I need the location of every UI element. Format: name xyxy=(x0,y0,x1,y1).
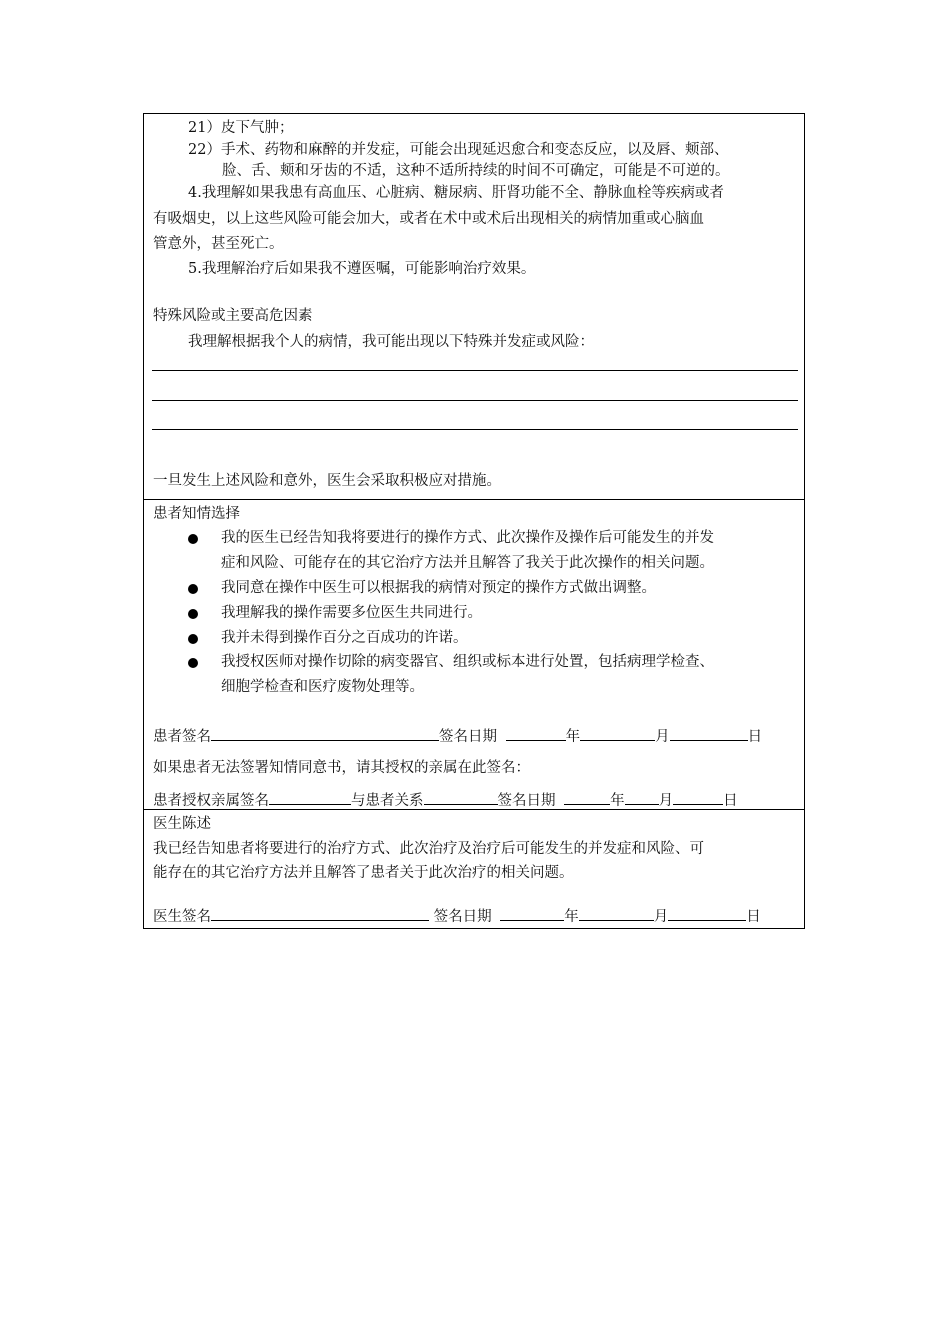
bullet-icon xyxy=(188,534,198,544)
patient-date-label: 签名日期 xyxy=(439,729,497,745)
special-risk-intro: 我理解根据我个人的病情，我可能出现以下特殊并发症或风险： xyxy=(188,334,594,350)
day-label: 日 xyxy=(746,909,761,925)
patient-signature-field[interactable] xyxy=(211,726,439,741)
special-risk-blank-line-3[interactable] xyxy=(152,429,798,430)
month-label: 月 xyxy=(653,909,669,925)
patient-date-month-field[interactable] xyxy=(580,726,655,741)
consent-form-table xyxy=(143,113,805,929)
relation-field[interactable] xyxy=(424,790,498,805)
proxy-note: 如果患者无法签署知情同意书，请其授权的亲属在此签名： xyxy=(153,760,530,776)
doctor-date-year-field[interactable] xyxy=(500,906,564,921)
doctor-statement-section xyxy=(144,809,804,931)
month-label: 月 xyxy=(658,793,674,809)
risk-item-22-line2: 脸、舌、颊和牙齿的不适，这种不适所持续的时间不可确定，可能是不可逆的。 xyxy=(222,163,730,179)
paragraph-5: 5.我理解治疗后如果我不遵医嘱，可能影响治疗效果。 xyxy=(188,261,536,277)
paragraph-4-line1: 4.我理解如果我患有高血压、心脏病、糖尿病、肝肾功能不全、静脉血栓等疾病或者 xyxy=(188,185,724,201)
proxy-date-label: 签名日期 xyxy=(497,793,556,809)
doctor-date-label: 签名日期 xyxy=(433,909,492,925)
bullet-icon xyxy=(188,658,198,668)
choice-item-4: 我并未得到操作百分之百成功的许诺。 xyxy=(221,630,468,646)
day-label: 日 xyxy=(723,793,738,809)
patient-choice-section xyxy=(144,499,804,810)
special-risk-blank-line-2[interactable] xyxy=(152,400,798,401)
paragraph-4-line3: 管意外，甚至死亡。 xyxy=(153,236,284,252)
patient-signature-row xyxy=(153,726,762,747)
year-label: 年 xyxy=(564,909,579,925)
patient-date-day-field[interactable] xyxy=(670,726,748,741)
month-label: 月 xyxy=(655,729,670,745)
doctor-date-month-field[interactable] xyxy=(579,906,654,921)
year-label: 年 xyxy=(610,793,625,809)
doctor-signature-field[interactable] xyxy=(211,906,429,921)
proxy-date-year-field[interactable] xyxy=(564,790,610,805)
bullet-icon xyxy=(188,634,198,644)
risk-item-22-line1: 22）手术、药物和麻醉的并发症，可能会出现延迟愈合和变态反应，以及唇、颊部、 xyxy=(188,142,729,158)
relation-label: 与患者关系 xyxy=(351,793,424,809)
proxy-date-day-field[interactable] xyxy=(673,790,723,805)
measures-statement: 一旦发生上述风险和意外，医生会采取积极应对措施。 xyxy=(153,473,501,489)
proxy-date-month-field[interactable] xyxy=(625,790,659,805)
proxy-signature-row xyxy=(153,790,738,811)
choice-item-2: 我同意在操作中医生可以根据我的病情对预定的操作方式做出调整。 xyxy=(221,580,656,596)
choice-item-3: 我理解我的操作需要多位医生共同进行。 xyxy=(221,605,482,621)
proxy-sign-label: 患者授权亲属签名 xyxy=(153,793,269,809)
risk-item-21: 21）皮下气肿； xyxy=(188,120,294,136)
year-label: 年 xyxy=(565,729,581,745)
patient-sign-label: 患者签名 xyxy=(153,729,211,745)
doctor-date-day-field[interactable] xyxy=(668,906,746,921)
choice-item-1-line1: 我的医生已经告知我将要进行的操作方式、此次操作及操作后可能发生的并发 xyxy=(221,530,714,546)
day-label: 日 xyxy=(747,729,763,745)
patient-date-year-field[interactable] xyxy=(506,726,566,741)
risks-section xyxy=(144,114,804,499)
doctor-sign-label: 医生签名 xyxy=(153,909,211,925)
choice-item-1-line2: 症和风险、可能存在的其它治疗方法并且解答了我关于此次操作的相关问题。 xyxy=(221,555,714,571)
bullet-icon xyxy=(188,609,198,619)
special-risk-blank-line-1[interactable] xyxy=(152,370,798,371)
bullet-icon xyxy=(188,584,198,594)
proxy-signature-field[interactable] xyxy=(269,790,351,805)
doctor-statement-line2: 能存在的其它治疗方法并且解答了患者关于此次治疗的相关问题。 xyxy=(153,865,574,881)
doctor-statement-heading: 医生陈述 xyxy=(153,816,211,832)
choice-item-5-line1: 我授权医师对操作切除的病变器官、组织或标本进行处置，包括病理学检查、 xyxy=(221,654,714,670)
patient-choice-heading: 患者知情选择 xyxy=(153,506,240,522)
doctor-statement-line1: 我已经告知患者将要进行的治疗方式、此次治疗及治疗后可能发生的并发症和风险、可 xyxy=(153,841,704,857)
paragraph-4-line2: 有吸烟史，以上这些风险可能会加大，或者在术中或术后出现相关的病情加重或心脑血 xyxy=(153,211,704,227)
doctor-signature-row xyxy=(153,906,761,927)
choice-item-5-line2: 细胞学检查和医疗废物处理等。 xyxy=(221,679,424,695)
special-risk-heading: 特殊风险或主要高危因素 xyxy=(153,308,313,324)
